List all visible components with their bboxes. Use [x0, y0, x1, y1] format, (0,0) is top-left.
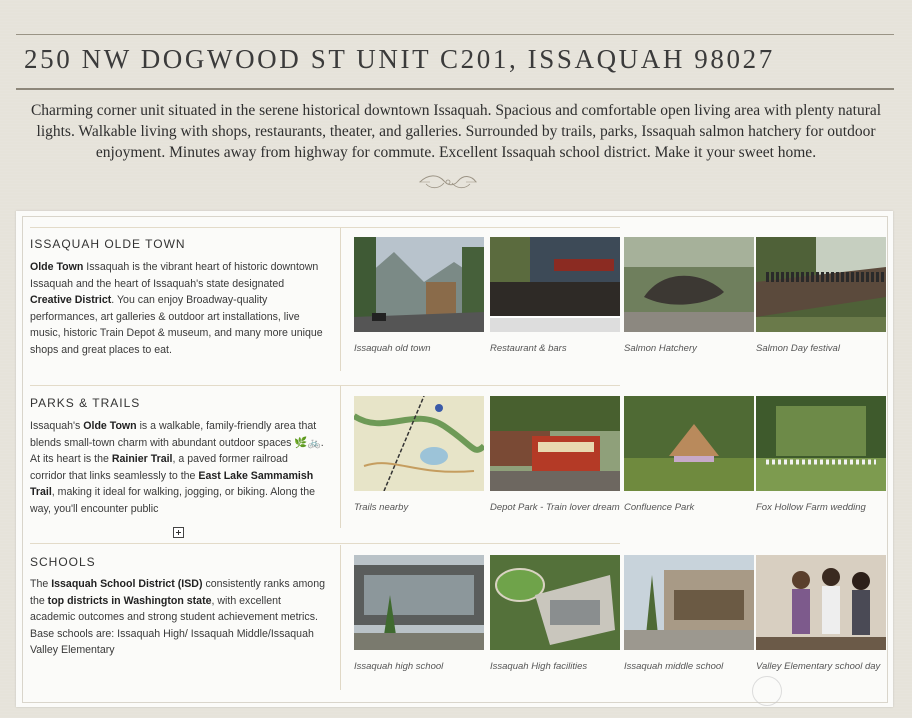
section-body-schools: The Issaquah School District (ISD) consistently ranks among the top districts in Washington state, with excellent academic outcomes and strong student achievement metrics. Base schools are: Issaquah High/ Issaquah Middle/Issaquah Valley Elementary [30, 578, 325, 656]
bold-phrase: Rainier Trail [111, 453, 173, 465]
photo-high-school [354, 555, 484, 650]
photo-salmon-hatchery [624, 237, 754, 332]
page-title: 250 NW DOGWOOD ST UNIT C201, ISSAQUAH 98027 [24, 44, 775, 74]
photo-olde-town [354, 237, 484, 332]
caption: Fox Hollow Farm wedding [756, 502, 866, 513]
divider-horizontal-2 [30, 385, 620, 386]
section-title-schools: SCHOOLS [30, 555, 96, 569]
caption: Issaquah high school [354, 661, 444, 672]
photo-middle-school [624, 555, 754, 650]
photo-salmon-day [756, 237, 886, 332]
caption: Issaquah middle school [624, 661, 724, 672]
bold-phrase: East Lake Sammamish Trail [30, 469, 314, 498]
scroll-indicator[interactable] [752, 676, 782, 706]
photo-valley-elementary [756, 555, 886, 650]
flourish-ornament-icon [418, 172, 478, 192]
caption: Depot Park - Train lover dream [490, 502, 620, 513]
photo-trail-map [354, 396, 484, 491]
bold-phrase: Olde Town [83, 420, 137, 432]
divider-horizontal-1 [30, 227, 620, 228]
bold-phrase: Creative District [30, 294, 112, 306]
bold-phrase: top districts in Washington state [47, 594, 212, 607]
divider-vertical-3 [340, 545, 341, 690]
photo-confluence-park [624, 396, 754, 491]
section-body-parks: Issaquah's Olde Town is a walkable, family-friendly area that blends small-town charm with abundant outdoor spaces 🌿🚲. At its heart is the Rainier Trail, a paved former railroad corridor that links seamlessly to the East Lake Sammamish Trail, making it ideal for walking, jogging, or biking. Along the way, you'll encounter public [30, 420, 324, 515]
caption: Restaurant & bars [490, 343, 567, 354]
photo-high-facilities [490, 555, 620, 650]
section-title-parks: PARKS & TRAILS [30, 396, 141, 410]
caption: Issaquah old town [354, 343, 431, 354]
top-rule [16, 34, 894, 35]
property-description: Charming corner unit situated in the serene historical downtown Issaquah. Spacious and comfortable open living area with plenty natural lights. Walkable living with shops, restaurants, theater, and galleries. Surrounded by trails, parks, Issaquah salmon hatchery for outdoor enjoyment. Minutes away from highway for commute. Excellent Issaquah school district. Make it your sweet home. [30, 102, 882, 161]
bold-phrase: Olde Town [30, 261, 84, 273]
caption: Trails nearby [354, 502, 409, 513]
photo-restaurant [490, 237, 620, 332]
section-body-olde-town: Olde Town Issaquah is the vibrant heart of historic downtown Issaquah and the heart of Issaquah's state designated Creative District. You can enjoy Broadway-quality performances, art galleries & outdoor art installations, live music, historic Train Depot & museum, and many more unique shops and great places to eat. [30, 261, 323, 356]
caption: Salmon Hatchery [624, 343, 697, 354]
expand-text-button[interactable] [173, 527, 184, 538]
photo-fox-hollow [756, 396, 886, 491]
caption: Salmon Day festival [756, 343, 840, 354]
divider-vertical-2 [340, 386, 341, 528]
divider-vertical-1 [340, 228, 341, 371]
caption: Valley Elementary school day [756, 661, 881, 672]
caption: Confluence Park [624, 502, 695, 513]
divider-horizontal-3 [30, 543, 620, 544]
title-underline [16, 88, 894, 90]
caption: Issaquah High facilities [490, 661, 588, 672]
photo-depot-park [490, 396, 620, 491]
section-title-olde-town: ISSAQUAH OLDE TOWN [30, 237, 186, 251]
bold-phrase: Issaquah School District (ISD) [51, 578, 203, 590]
